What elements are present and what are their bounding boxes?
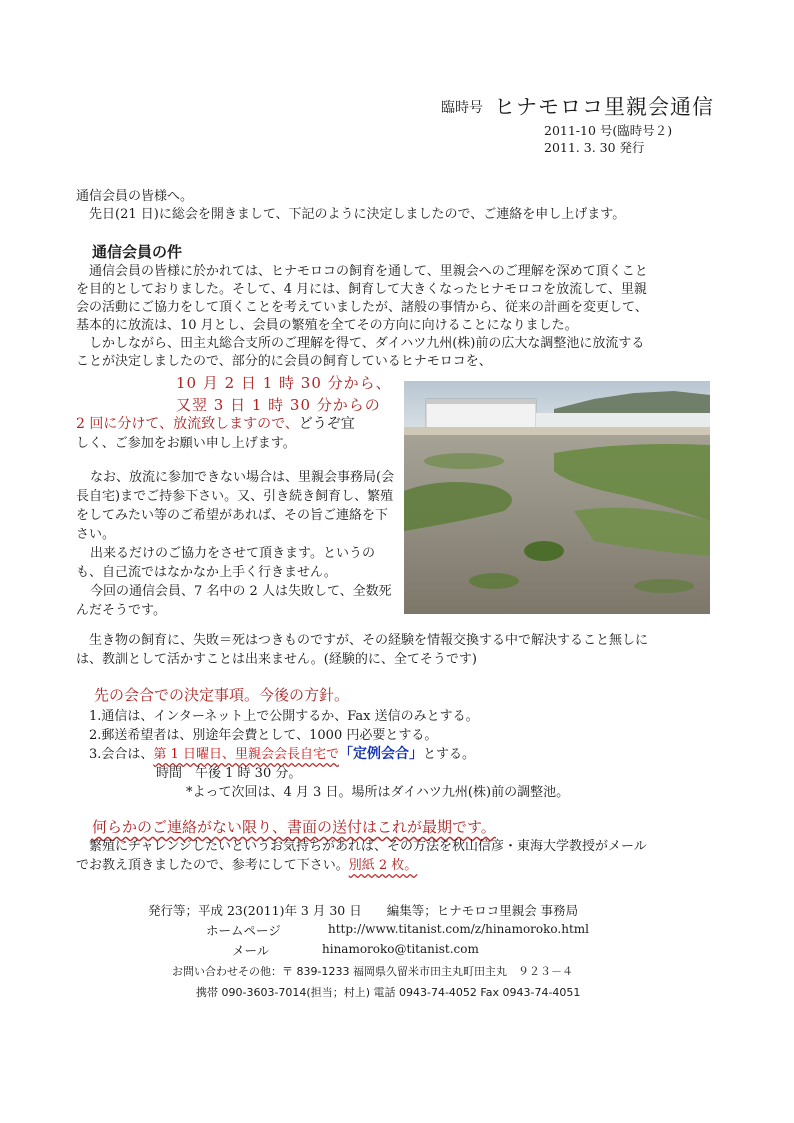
- release-split-red: 2 回に分けて、放流致しますので、: [76, 416, 299, 432]
- release-split-line: [76, 416, 355, 433]
- homepage-label: ホームページ: [206, 923, 281, 938]
- closing-heading: 何らかのご連絡がない限り、書面の送付はこれが最期です。: [92, 818, 496, 836]
- intro-line: 先日(21 日)に総会を開きまして、下記のように決定しましたので、ご連絡を申し上げます。: [89, 207, 626, 222]
- newsletter-title: ヒナモロコ里親会通信: [494, 95, 714, 119]
- closing-line-1: 繁殖にチャレンジしたいというお気持ちがあれば、その方法を秋山信彦・東海大学教授がメール: [89, 839, 647, 854]
- decision-item-3-suffix: とする。: [422, 747, 475, 762]
- homepage-link[interactable]: http://www.titanist.com/z/hinamoroko.html: [328, 922, 589, 936]
- publisher-line: 発行等；平成 23(2011)年 3 月 30 日 編集等；ヒナモロコ里親会 事務局: [148, 903, 579, 918]
- release-date-2: 又翌 3 日 1 時 30 分からの: [176, 396, 381, 414]
- decision-item-1: 1.通信は、インターネット上で公開するか、Fax 送信のみとする。: [89, 709, 479, 724]
- release-split-rest: どうぞ宜: [298, 416, 355, 432]
- pond-photo-image: [404, 381, 710, 614]
- section-heading-members: 通信会員の件: [92, 243, 183, 261]
- issue-number: 2011-10 号(臨時号２): [544, 123, 673, 138]
- issue-date: 2011. 3. 30 発行: [544, 140, 645, 155]
- paragraph-cooperation: 出来るだけのご協力をさせて頂きます。というのも、自己流ではなかなか上手く行きません。: [76, 546, 375, 580]
- paragraph-line: 基本的に放流は、10 月とし、会員の繁殖を全てその方向に向けることになりました。: [76, 318, 578, 333]
- meeting-time: 時間 午後 1 時 30 分。: [156, 766, 302, 781]
- paragraph-line: しかしながら、田主丸総合支所のご理解を得て、ダイハツ九州(株)前の広大な調整池に放流する: [89, 336, 645, 351]
- decision-item-3-prefix: 3.会合は、: [89, 747, 154, 762]
- mail-label: メール: [232, 943, 270, 958]
- release-date-1: 10 月 2 日 1 時 30 分から、: [176, 374, 392, 392]
- paragraph-line: 会の活動にご協力をして頂くことを考えていましたが、諸般の事情から、従来の計画を変更して、: [76, 300, 648, 315]
- paragraph-drop-off: なお、放流に参加できない場合は、里親会事務局(会長自宅)までご持参下さい。又、引き続き飼育し、繁殖をしてみたい等のご希望があれば、その旨ご連絡を下さい。: [76, 470, 395, 542]
- attachment-note: 別紙 2 枚。: [348, 858, 418, 873]
- mail-link[interactable]: hinamoroko@titanist.com: [322, 942, 479, 956]
- contact-address: お問い合わせその他：〒 839-1233 福岡県久留米市田主丸町田主丸 ９２３－４: [172, 965, 573, 978]
- decision-item-2: 2.郵送希望者は、別途年会費として、1000 円必要とする。: [89, 728, 438, 743]
- greeting: 通信会員の皆様へ。: [76, 189, 194, 204]
- paragraph-line: ことが決定しましたので、部分的に会員の飼育しているヒナモロコを、: [76, 354, 492, 369]
- paragraph-line: を目的としておりました。そして、4 月には、飼育して大きくなったヒナモロコを放流して、里親: [76, 282, 647, 297]
- next-meeting: *よって次回は、4 月 3 日。場所はダイハツ九州(株)前の調整池。: [186, 785, 570, 800]
- paragraph-line: は、教訓として活かすことは出来ません。(経験的に、全てそうです): [76, 652, 477, 667]
- closing-line-2: [76, 857, 417, 874]
- contact-phones: 携帯 090-3603-7014(担当；村上) 電話 0943-74-4052 Fax 0943-74-4051: [196, 986, 581, 999]
- decision-item-3-red: 第 1 日曜日、里親会会長自宅で: [153, 747, 339, 762]
- pond-photo: [404, 381, 710, 614]
- paragraph-line: 通信会員の皆様に於かれては、ヒナモロコの飼育を通して、里親会へのご理解を深めて頂くこと: [89, 264, 648, 279]
- issue-label: 臨時号: [441, 100, 483, 116]
- decision-item-3: [89, 746, 475, 763]
- section-heading-decisions: 先の会合での決定事項。今後の方針。: [94, 686, 350, 704]
- paragraph-failures: 今回の通信会員、7 名中の 2 人は失敗して、全数死んだそうです。: [76, 584, 392, 618]
- closing-line-2-prefix: でお教え頂きましたので、参考にして下さい。: [76, 858, 349, 873]
- request-line: しく、ご参加をお願い申し上げます。: [76, 436, 296, 451]
- decision-item-3-blue: 「定例会合」: [338, 746, 423, 762]
- paragraph-line: 生き物の飼育に、失敗＝死はつきものですが、その経験を情報交換する中で解決すること無しに: [89, 633, 649, 648]
